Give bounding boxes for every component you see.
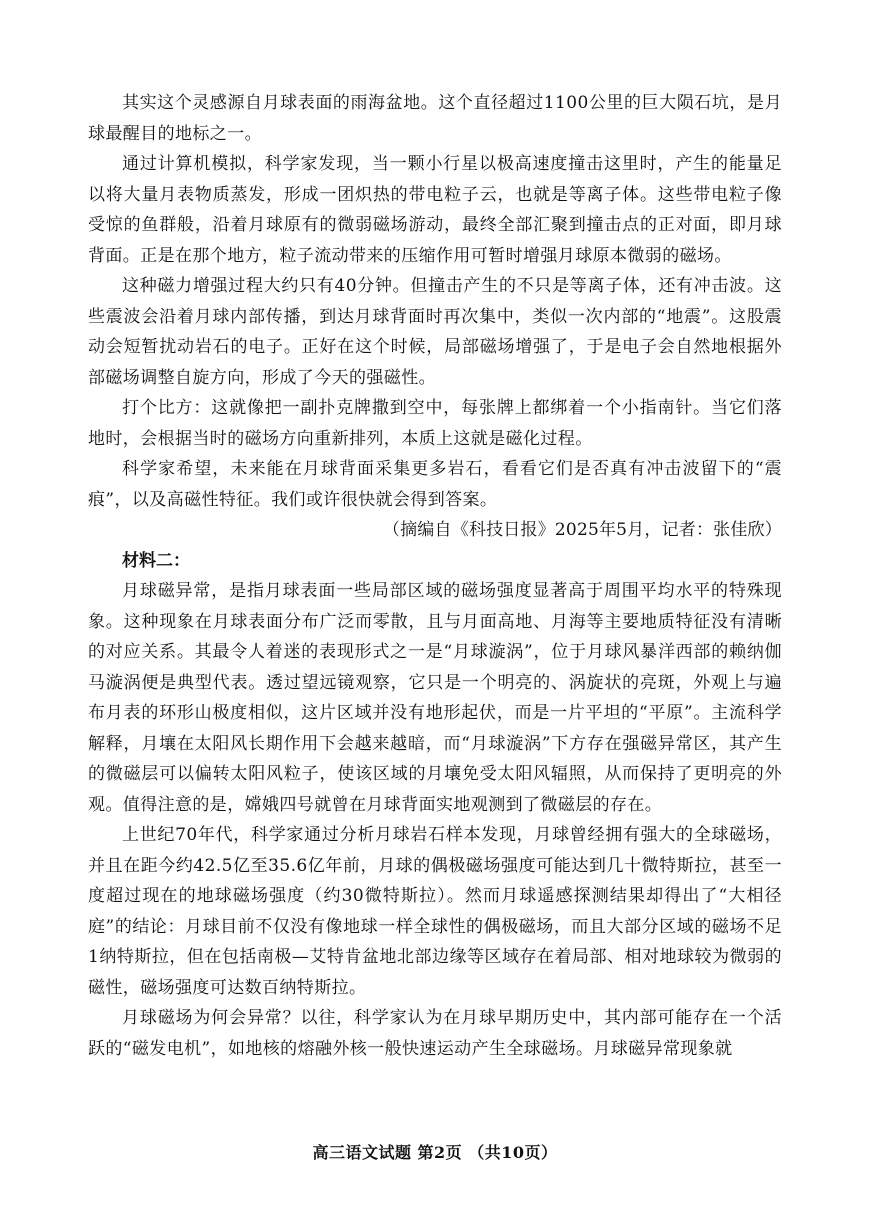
- page-footer: 高三语文试题 第2页 （共10页）: [312, 1143, 558, 1162]
- section-heading: 材料二：: [122, 550, 190, 571]
- paragraph: 科学家希望，未来能在月球背面采集更多岩石，看看它们是否真有冲击波留下的“震痕”，以及高磁性特征。我们或许很快就会得到答案。: [88, 459, 782, 510]
- paragraph: 月球磁异常，是指月球表面一些局部区域的磁场强度显著高于周围平均水平的特殊现象。这种现象在月球表面分布广泛而零散，且与月面高地、月海等主要地质特征没有清晰的对应关系。其最令人着迷的表现形式之一是“月球漩涡”，位于月球风暴洋西部的赖纳伽马漩涡便是典型代表。透过望远镜观察，它只是一个明亮的、涡旋状的亮斑，外观上与遍布月表的环形山极度相似，这片区域并没有地形起伏，而是一片平坦的“平原”。主流科学解释，月壤在太阳风长期作用下会越来越暗，而“月球漩涡”下方存在强磁异常区，其产生的微磁层可以偏转太阳风粒子，使该区域的月壤免受太阳风辐照，从而保持了更明亮的外观。值得注意的是，嫦娥四号就曾在月球背面实地观测到了微磁层的存在。: [88, 581, 782, 815]
- paragraph: 上世纪70年代，科学家通过分析月球岩石样本发现，月球曾经拥有强大的全球磁场，并且在距今约42.5亿至35.6亿年前，月球的偶极磁场强度可能达到几十微特斯拉，甚至一度超过现在的地球磁场强度（约30微特斯拉）。然而月球遥感探测结果却得出了“大相径庭”的结论：月球目前不仅没有像地球一样全球性的偶极磁场，而且大部分区域的磁场不足1纳特斯拉，但在包括南极—艾特肯盆地北部边缘等区域存在着局部、相对地球较为微弱的磁性，磁场强度可达数百纳特斯拉。: [88, 825, 782, 998]
- paragraph: 通过计算机模拟，科学家发现，当一颗小行星以极高速度撞击这里时，产生的能量足以将大量月表物质蒸发，形成一团炽热的带电粒子云，也就是等离子体。这些带电粒子像受惊的鱼群般，沿着月球原有的微弱磁场游动，最终全部汇聚到撞击点的正对面，即月球背面。正是在那个地方，粒子流动带来的压缩作用可暂时增强月球原本微弱的磁场。: [88, 154, 782, 266]
- paragraph: 其实这个灵感源自月球表面的雨海盆地。这个直径超过1100公里的巨大陨石坑，是月球最醒目的地标之一。: [88, 93, 782, 144]
- page-body: [88, 88, 782, 1148]
- paragraph: 这种磁力增强过程大约只有40分钟。但撞击产生的不只是等离子体，还有冲击波。这些震波会沿着月球内部传播，到达月球背面时再次集中，类似一次内部的“地震”。这股震动会短暂扰动岩石的电子。正好在这个时候，局部磁场增强了，于是电子会自然地根据外部磁场调整自旋方向，形成了今天的强磁性。: [88, 276, 782, 388]
- source-citation: （摘编自《科技日报》2025年5月，记者：张佳欣）: [382, 520, 782, 540]
- paragraph: 打个比方：这就像把一副扑克牌撒到空中，每张牌上都绑着一个小指南针。当它们落地时，会根据当时的磁场方向重新排列，本质上这就是磁化过程。: [88, 398, 782, 449]
- paragraph: 月球磁场为何会异常？以往，科学家认为在月球早期历史中，其内部可能存在一个活跃的“磁发电机”，如地核的熔融外核一般快速运动产生全球磁场。月球磁异常现象就: [88, 1008, 782, 1059]
